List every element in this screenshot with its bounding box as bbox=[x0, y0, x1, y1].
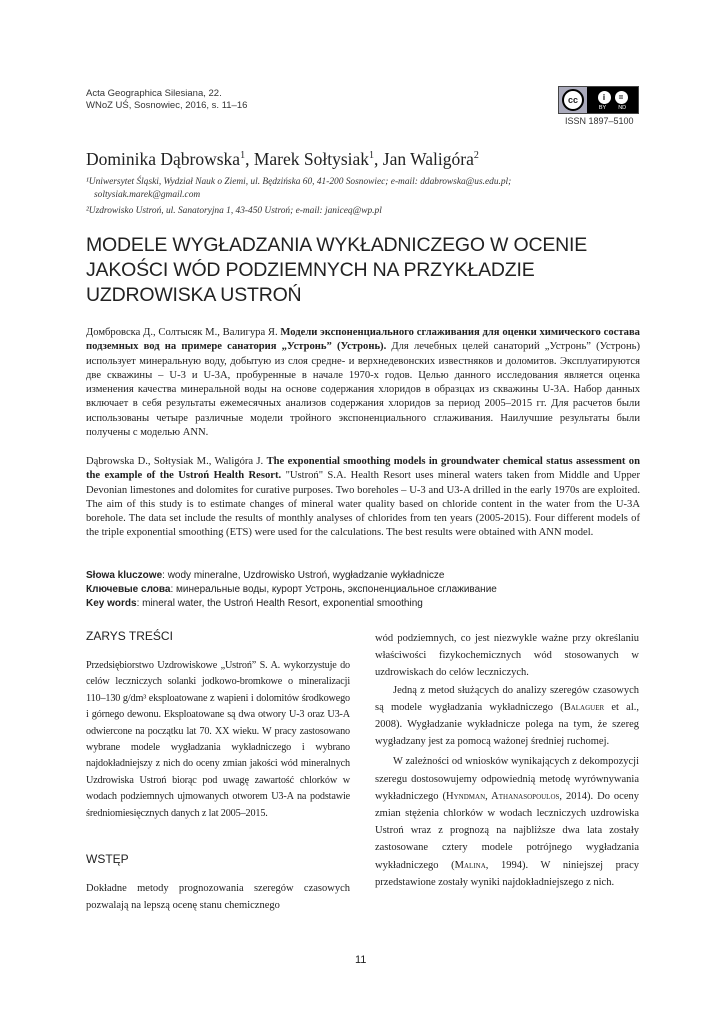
abstract-russian bbox=[86, 326, 640, 440]
right-paragraph-0: wód podziemnych, co jest niezwykle ważne przy określaniu właściwości fizykochemicznych wód stosowanych w uzdrowiskach do celów leczniczych. bbox=[375, 633, 639, 679]
author-sup: 2 bbox=[473, 150, 479, 162]
p2-citation: Hyndman, Athanasopoulos bbox=[446, 790, 560, 802]
p1-citation: Balaguer bbox=[563, 701, 605, 713]
keywords-russian bbox=[86, 583, 497, 597]
summary-paragraph: Przedsiębiorstwo Uzdrowiskowe „Ustroń” S. A. wykorzystuje do celów leczniczych solanki jodkowo-bromkowe o mineralizacji 110–130 g/dm³ eksploatowane z wapieni i dolomitów środkowego i górnego dewonu. Eksploatowane są dwa otwory U-3 oraz U3-A odwiercone na początku lat 70. XX wieku. W pracy zastosowano wybrane modele wygładzania wykładniczego i wybrano najdokładniejszy z nich do oceny zmian jakości wód mineralnych Uzdrowiska Ustroń biorąc pod uwagę zawartość chlorków w wodach podziemnych ujmowanych otworem U3-A na podstawie średniomiesięcznych danych z lat 2005–2015. bbox=[86, 660, 350, 819]
keywords-english bbox=[86, 597, 423, 611]
p2-text-c: , 1994). W niniejszej pracy przedstawione zostały wyniki najdokładniejszego z nich. bbox=[375, 859, 639, 888]
section-intro-heading: WSTĘP bbox=[86, 852, 129, 866]
abstract-en-body: "Ustroń" S.A. Health Resort uses mineral waters taken from Middle and Upper Devonian limestones and dolomites for curative purposes. Two boreholes – U-3 and U3-A drilled in the early 1970s are exploited. The aim of this study is to estimate changes of mineral water quality based on chloride content in the water from the U-3A borehole. The data set include the results of monthly analyses of chlorides from ten years (2005-2015). Four different models of the triple exponential smoothing (ETS) were used for the calculations. The best results were obtained with ANN model. bbox=[86, 470, 640, 539]
abstract-ru-body: Для лечебных целей санаторий „Устронь” (Устронь) использует минеральную воду, добытую из слоя средне- и верхнедевонских известняков и доломитов. Эксплуатируются две скважины – U-3 и U-3A, пробуренные в начале 1970-х годов. Целью данного исследования является оценка изменения качества минеральной воды на основе содержания хлоридов в образцах из скважины U-3A. Набор данных включает в себя результаты ежемесячных анализов содержания хлоридов за период 2005–2015 гг. Для расчетов были использованы четыре различные модели тройного экспоненциального сглаживания. Наилучшие результаты были получены с моделью ANN. bbox=[86, 341, 640, 439]
cc-by-label: BY bbox=[598, 104, 607, 111]
keywords-pl-label: Słowa kluczowe bbox=[86, 570, 163, 581]
person-icon: i bbox=[598, 91, 611, 104]
page-number: 11 bbox=[355, 954, 367, 966]
issn: ISSN 1897–5100 bbox=[565, 116, 634, 126]
section-summary-heading: ZARYS TREŚCI bbox=[86, 629, 173, 643]
title-line: JAKOŚCI WÓD PODZIEMNYCH NA PRZYKŁADZIE bbox=[86, 259, 535, 281]
cc-icon: cc bbox=[562, 89, 584, 111]
affiliation-1-line-1: ¹Uniwersytet Śląski, Wydział Nauk o Ziemi, ul. Będzińska 60, 41-200 Sosnowiec; e-mail: ddabrowska@us.edu.pl; bbox=[86, 177, 512, 187]
author-sup: 1 bbox=[369, 150, 375, 162]
affiliation-2: ²Uzdrowisko Ustroń, ul. Sanatoryjna 1, 43-450 Ustroń; e-mail: janiceq@wp.pl bbox=[86, 206, 382, 216]
keywords-en-label: Key words bbox=[86, 598, 137, 609]
keywords-pl-text: : wody mineralne, Uzdrowisko Ustroń, wygładzanie wykładnicze bbox=[162, 570, 445, 581]
title-line: UZDROWISKA USTROŃ bbox=[86, 284, 302, 306]
article-title bbox=[86, 233, 646, 308]
abstract-ru-authors: Домбровска Д., Солтысяк М., Валигура Я. bbox=[86, 327, 278, 338]
keywords-ru-label: Ключевые слова bbox=[86, 584, 171, 595]
cc-license-badge[interactable] bbox=[558, 86, 639, 114]
abstract-en-title: The exponential smoothing models in groundwater chemical status assessment on the example of the Ustroń Health Resort. bbox=[86, 456, 640, 482]
authors: Dominika Dąbrowska$^1$, Marek Sołtysiak$^1$, Jan Waligóra$^2$ bbox=[86, 149, 479, 169]
p1-text-a: Jedną z metod służących do analizy szeregów czasowych są modele wygładzania wykładniczego ( bbox=[375, 684, 639, 713]
p2-text-a: W zależności od wniosków wynikających z dekompozycji szeregu dostosowujemy odpowiednią metodę wyrównywania wykładniczego ( bbox=[375, 756, 639, 802]
affiliation-1 bbox=[86, 176, 511, 202]
author-name: Jan Waligóra bbox=[382, 149, 474, 169]
abstract-en-authors: Dąbrowska D., Sołtysiak M., Waligóra J. bbox=[86, 456, 264, 467]
author-sup: 1 bbox=[240, 150, 246, 162]
right-column bbox=[375, 630, 639, 891]
p2-text-b: , 2014). Do oceny zmian stężenia chlorków w wodach leczniczych uzdrowiska Ustroń wraz z prognozą na najbliższe dwa lata zostały zastosowane cztery modele potrójnego wygładzania wykładniczego ( bbox=[375, 790, 640, 871]
journal-line-2: WNoZ UŚ, Sosnowiec, 2016, s. 11–16 bbox=[86, 100, 248, 111]
author-name: Marek Sołtysiak bbox=[253, 149, 370, 169]
keywords-polish bbox=[86, 569, 444, 583]
p2-citation-2: Malina bbox=[454, 859, 486, 871]
right-paragraph-1 bbox=[375, 682, 639, 751]
affiliation-1-line-2: soltysiak.marek@gmail.com bbox=[94, 190, 201, 200]
left-column-intro bbox=[86, 880, 350, 914]
keywords-ru-text: : минеральные воды, курорт Устронь, экспоненциальное сглаживание bbox=[170, 584, 497, 595]
right-paragraph-2 bbox=[375, 753, 639, 891]
p1-text-b: et al., 2008). Wygładzanie wykładnicze polega na tym, że szereg wygładzany jest za pomocą ważonej średniej ruchomej. bbox=[375, 701, 639, 748]
abstract-english bbox=[86, 455, 640, 541]
cc-nd-label: ND bbox=[618, 104, 627, 111]
journal-info bbox=[86, 88, 247, 112]
left-column-summary bbox=[86, 658, 350, 822]
abstract-ru-title: Модели экспоненциального сглаживания для оценки химического состава подземных вод на примере санатория „Устронь” (Устронь). bbox=[86, 327, 640, 353]
intro-paragraph: Dokładne metody prognozowania szeregów czasowych pozwalają na lepszą ocenę stanu chemicznego bbox=[86, 883, 350, 911]
title-line: MODELE WYGŁADZANIA WYKŁADNICZEGO W OCENIE bbox=[86, 234, 588, 256]
journal-line-1: Acta Geographica Silesiana, 22. bbox=[86, 88, 222, 99]
equals-icon: = bbox=[615, 91, 628, 104]
author-name: Dominika Dąbrowska bbox=[86, 149, 241, 169]
keywords-en-text: : mineral water, the Ustroń Health Resort, exponential smoothing bbox=[136, 598, 423, 609]
